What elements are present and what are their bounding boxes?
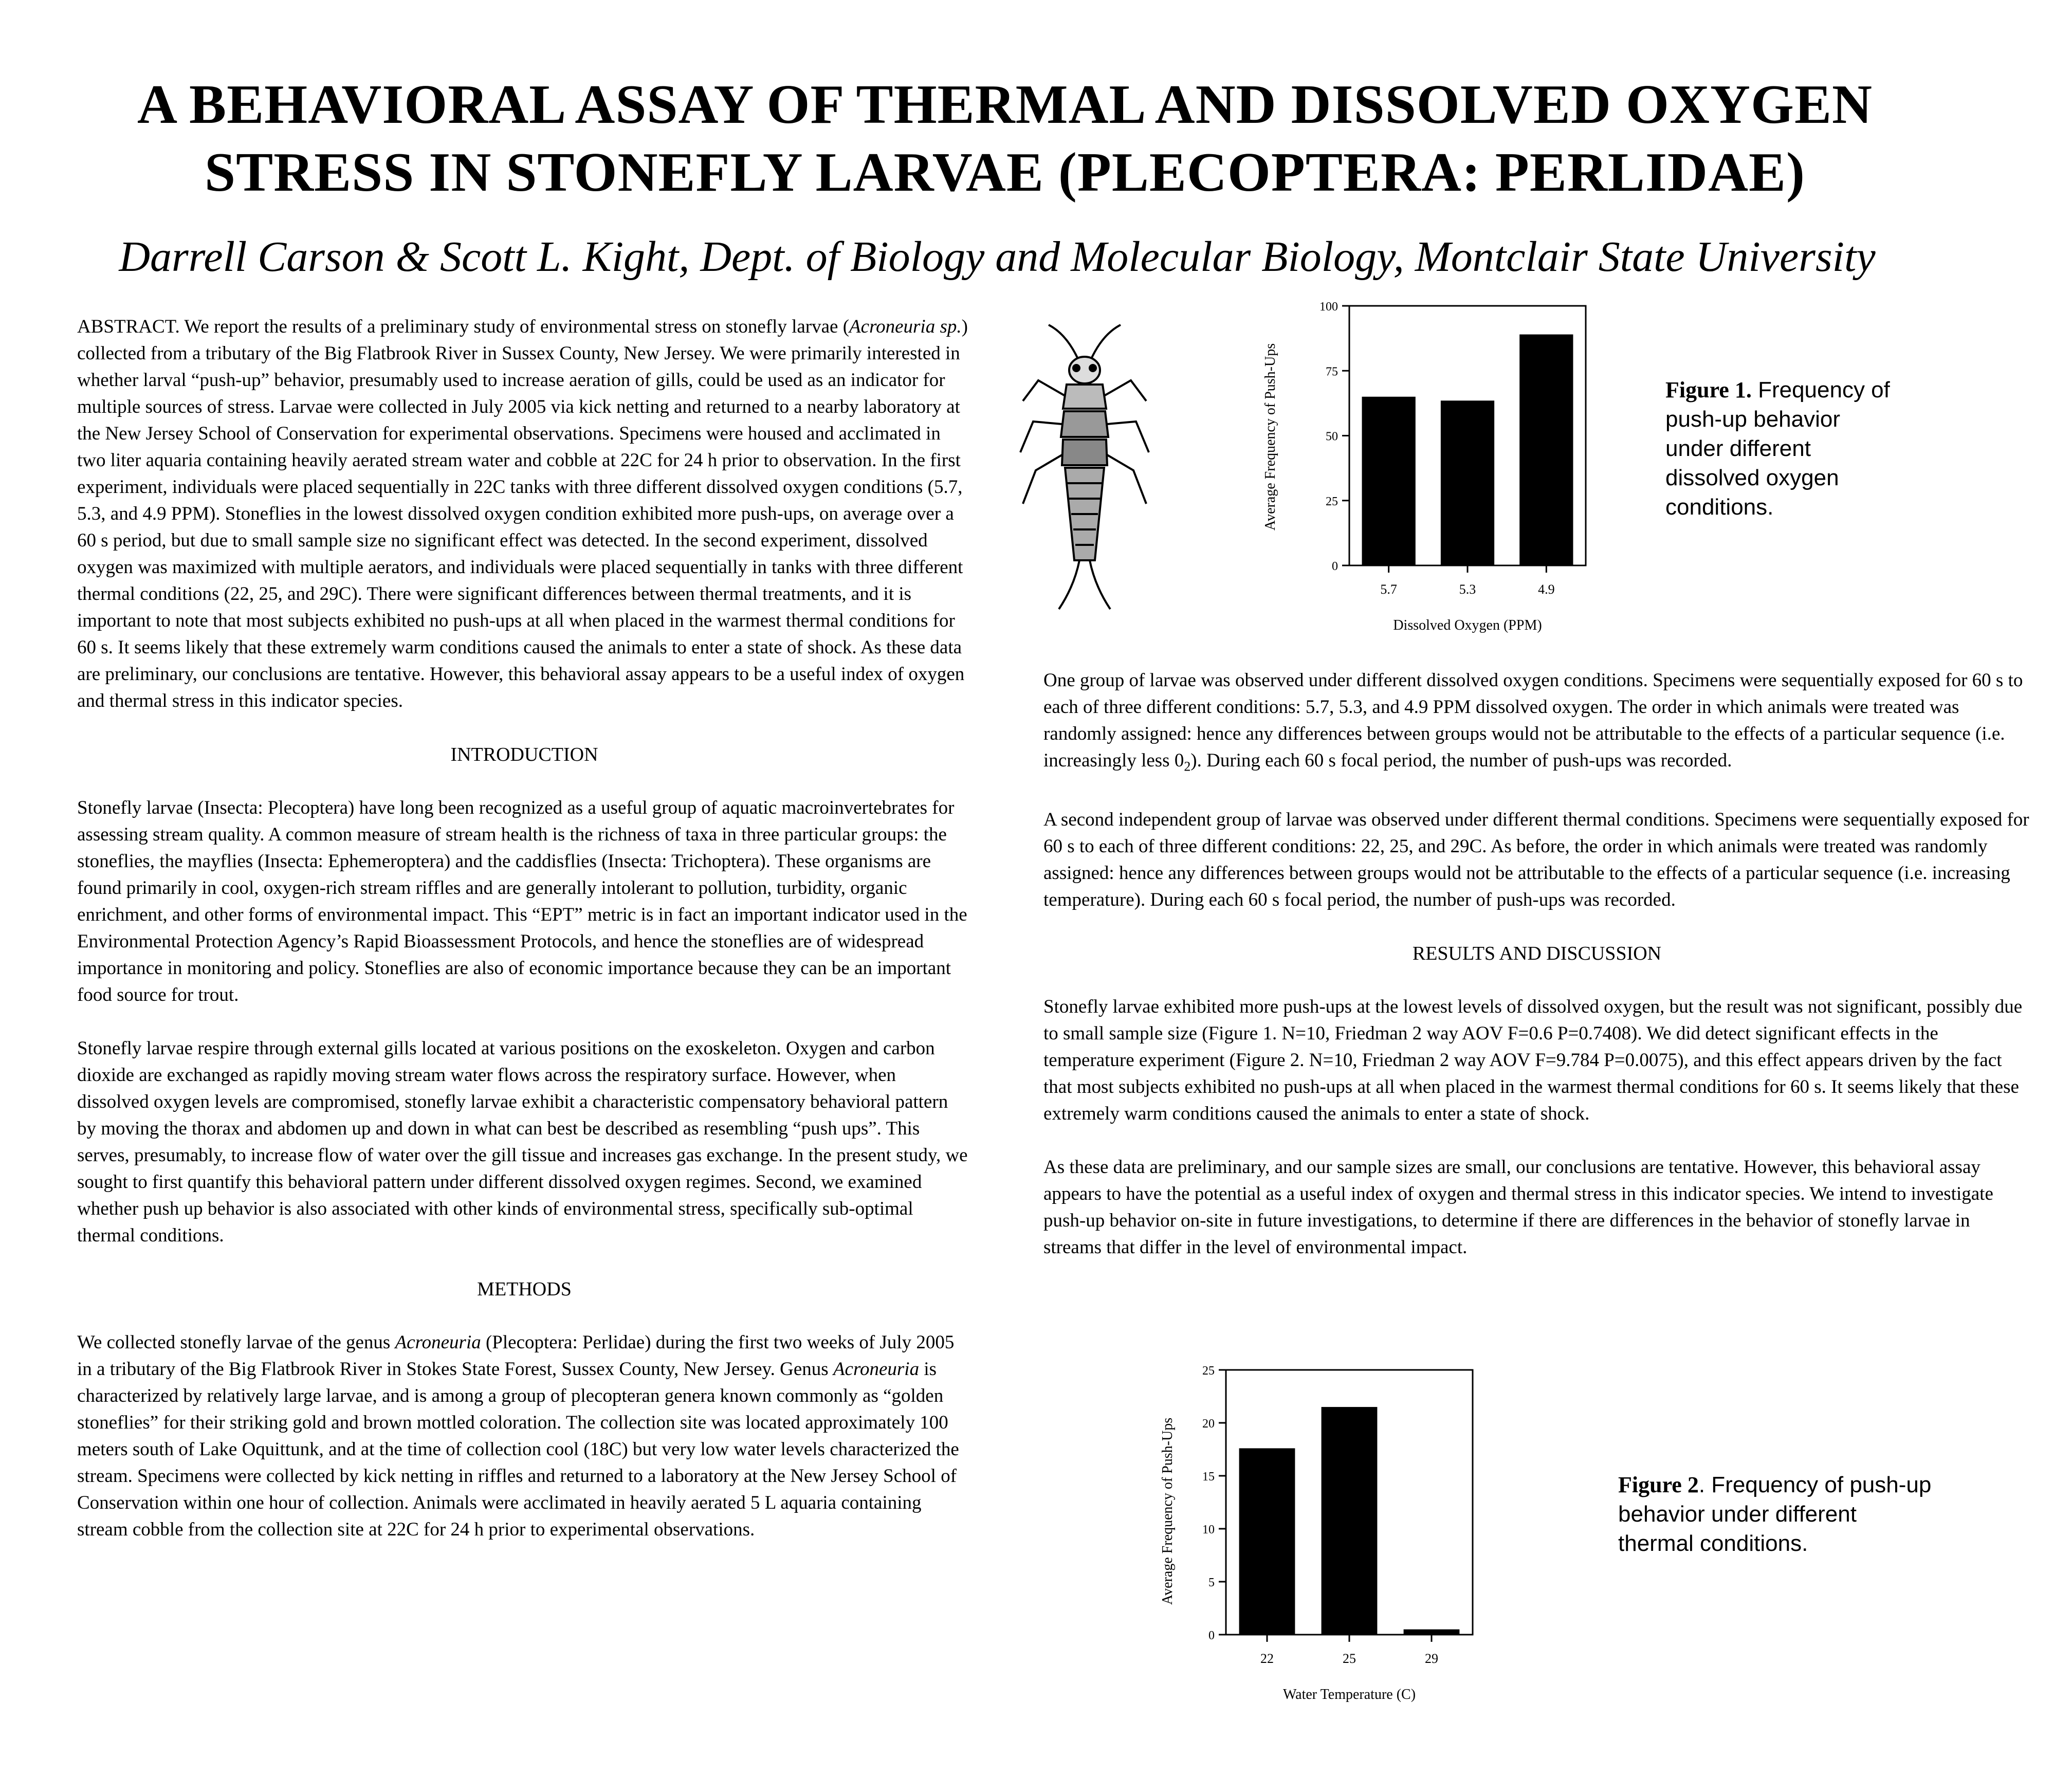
- results-paragraph-1: Stonefly larvae exhibited more push-ups at the lowest levels of dissolved oxygen, but the result was not significant, possibly due to small sample size (Figure 1. N=10, Friedman 2 way AOV F=0.6 P=0.7408). We did detect significant effects in the temperature experiment (Figure 2. N=10, Friedman 2 way AOV F=9.784 P=0.0075), and this effect appears driven by the fact that most subjects exhibited no push-ups at all when placed in the warmest thermal conditions for 60 s. It seems likely that these extremely warm conditions caused the animals to enter a state of shock.: [1043, 996, 2023, 1125]
- methods-text-e: ). During each 60 s focal period, the number of push-ups was recorded.: [1190, 750, 1732, 771]
- methods-paragraph-1: [77, 1329, 971, 1543]
- bar: [1404, 1629, 1460, 1635]
- left-column: [77, 314, 971, 1570]
- abstract-rest: ) collected from a tributary of the Big Flatbrook River in Sussex County, New Jersey. We were primarily interested in whether larval “push-up” behavior, presumably used to increase aeration of gills, could be used as an indicator for multiple sources of stress. Larvae were collected in July 2005 via kick netting and returned to a nearby laboratory at the New Jersey School of Conservation for experimental observations. Specimens were housed and acclimated in two liter aquaria containing heavily aerated stream water and cobble at 22C for 24 h prior to observation. In the first experiment, individuals were placed sequentially in 22C tanks with three different dissolved oxygen conditions (5.7, 5.3, and 4.9 PPM). Stoneflies in the lowest dissolved oxygen condition exhibited more push-ups, on average over a 60 s period, but due to small sample size no significant effect was detected. In the second experiment, dissolved oxygen was maximized with multiple aerators, and individuals were placed sequentially in tanks with three different thermal conditions (22, 25, and 29C). There were significant differences between thermal treatments, and it is important to note that most subjects exhibited no push-ups at all when placed in the warmest thermal conditions for 60 s. It seems likely that these extremely warm conditions caused the animals to enter a state of shock. As these data are preliminary, our conclusions are tentative. However, this behavioral assay appears to be a useful index of oxygen and thermal stress in this indicator species.: [77, 316, 968, 711]
- figure-2-caption: [1618, 1470, 1932, 1558]
- y-tick-label: 10: [1202, 1523, 1215, 1536]
- title-line-1: A BEHAVIORAL ASSAY OF THERMAL AND DISSOLVED OXYGEN: [137, 74, 1873, 135]
- bar: [1441, 400, 1494, 565]
- introduction-paragraph-2: Stonefly larvae respire through external gills located at various positions on the exoskeleton. Oxygen and carbon dioxide are exchanged as rapidly moving stream water flows across the respiratory surface. However, when dissolved oxygen levels are compromised, stonefly larvae exhibit a characteristic compensatory behavioral pattern by moving the thorax and abdomen up and down in what can best be described as resembling “push ups”. This serves, presumably, to increase flow of water over the gill tissue and increases gas exchange. In the present study, we sought to first quantify this behavioral pattern under different dissolved oxygen regimes. Second, we examined whether push up behavior is also associated with other kinds of environmental stress, specifically sub-optimal thermal conditions.: [77, 1038, 968, 1246]
- figure-1-label: Figure 1.: [1665, 377, 1752, 402]
- methods-paragraph-2: [1043, 667, 2030, 780]
- title-line-2: STRESS IN STONEFLY LARVAE (PLECOPTERA: PERLIDAE): [205, 142, 1805, 203]
- right-column: [1043, 667, 2030, 1288]
- figure-1-caption: [1665, 375, 1902, 522]
- y-axis-label: Average Frequency of Push-Ups: [1262, 343, 1278, 531]
- subscript: 2: [1184, 759, 1191, 774]
- y-tick-label: 5: [1208, 1576, 1215, 1589]
- results-paragraph-2: As these data are preliminary, and our sample sizes are small, our conclusions are tentative. However, this behavioral assay appears to have the potential as a useful index of oxygen and thermal stress in this indicator species. We intend to investigate push-up behavior on-site in future investigations, to determine if there are differences in the behavior of stonefly larvae in streams that differ in the level of environmental impact.: [1043, 1157, 1993, 1258]
- bar: [1239, 1448, 1295, 1635]
- figure-2-caption-text: . Frequency of push-up behavior under different thermal conditions.: [1618, 1472, 1932, 1556]
- stonefly-larva-illustration: [1018, 324, 1151, 612]
- y-tick-label: 0: [1332, 560, 1338, 573]
- bar: [1322, 1407, 1378, 1635]
- abstract-species: Acroneuria sp.: [849, 316, 962, 337]
- author-line: Darrell Carson & Scott L. Kight, Dept. of Biology and Molecular Biology, Montclair State University: [119, 233, 1876, 281]
- y-axis-label: Average Frequency of Push-Ups: [1160, 1417, 1176, 1605]
- x-tick-label: 29: [1425, 1651, 1438, 1666]
- x-tick-label: 22: [1260, 1651, 1274, 1666]
- methods-text-a: We collected stonefly larvae of the genus: [77, 1332, 395, 1353]
- y-tick-label: 50: [1326, 430, 1338, 444]
- bar: [1362, 397, 1416, 565]
- figure-2-label: Figure 2: [1618, 1472, 1699, 1497]
- results-heading: RESULTS AND DISCUSSION: [1412, 943, 1662, 965]
- y-tick-label: 0: [1208, 1629, 1215, 1642]
- bar: [1519, 335, 1573, 565]
- x-tick-label: 5.3: [1459, 582, 1476, 597]
- figure-1-bar-chart: [1254, 293, 1624, 643]
- x-tick-label: 4.9: [1538, 582, 1555, 597]
- x-tick-label: 5.7: [1380, 582, 1397, 597]
- y-tick-label: 100: [1319, 300, 1338, 314]
- methods-text-d: One group of larvae was observed under different dissolved oxygen conditions. Specimens were sequentially exposed for 60 s to each of three different conditions: 5.7, 5.3, and 4.9 PPM dissolved oxygen. The order in which animals were treated was randomly assigned: hence any differences between groups would not be attributable to the effects of a particular sequence (i.e. increasingly less 0: [1043, 670, 2023, 771]
- y-tick-label: 25: [1202, 1364, 1215, 1378]
- introduction-paragraph-1: Stonefly larvae (Insecta: Plecoptera) have long been recognized as a useful group of aquatic macroinvertebrates for assessing stream quality. A common measure of stream health is the richness of taxa in three particular groups: the stoneflies, the mayflies (Insecta: Ephemeroptera) and the caddisflies (Insecta: Trichoptera). These organisms are found primarily in cool, oxygen-rich stream riffles and are generally intolerant to pollution, turbidity, organic enrichment, and other forms of environmental impact. This “EPT” metric is in fact an important indicator used in the Environmental Protection Agency’s Rapid Bioassessment Protocols, and hence the stoneflies are of widespread importance in monitoring and policy. Stoneflies are also of economic importance because they can be an important food source for trout.: [77, 797, 967, 1005]
- x-axis-label: Water Temperature (C): [1282, 1687, 1416, 1702]
- y-tick-label: 20: [1202, 1417, 1215, 1431]
- x-axis-label: Dissolved Oxygen (PPM): [1393, 617, 1542, 633]
- y-tick-label: 15: [1202, 1470, 1215, 1484]
- abstract-lead: ABSTRACT. We report the results of a preliminary study of environmental stress on stonefly larvae (: [77, 316, 850, 337]
- methods-text-c: is characterized by relatively large larvae, and is among a group of plecopteran genera known commonly as “golden stoneflies” for their striking gold and brown mottled coloration. The collection site was located approximately 100 meters south of Lake Oquittunk, and at the time of collection cool (18C) but very low water levels characterized the stream. Specimens were collected by kick netting in riffles and returned to a laboratory at the New Jersey School of Conservation within one hour of collection. Animals were acclimated in heavily aerated 5 L aquaria containing stream cobble from the collection site at 22C for 24 h prior to experimental observations.: [77, 1359, 959, 1540]
- methods-text-b: (Plecoptera: Perlidae) during the first two weeks of July 2005 in a tributary of the Big Flatbrook River in Stokes State Forest, Sussex County, New Jersey. Genus: [77, 1332, 955, 1380]
- x-tick-label: 25: [1343, 1651, 1356, 1666]
- y-tick-label: 25: [1326, 495, 1338, 508]
- y-tick-label: 75: [1326, 365, 1338, 379]
- figure-2-bar-chart: [1151, 1357, 1521, 1707]
- introduction-heading: INTRODUCTION: [450, 744, 598, 765]
- genus-name: Acroneuria: [833, 1359, 920, 1380]
- abstract-paragraph: [77, 314, 971, 715]
- methods-heading: METHODS: [477, 1278, 572, 1300]
- figure-1-caption-text: Frequency of push-up behavior under different dissolved oxygen conditions.: [1665, 377, 1890, 520]
- methods-paragraph-3: A second independent group of larvae was observed under different thermal conditions. Specimens were sequentially exposed for 60 s to each of three different conditions: 22, 25, and 29C. As before, the order in which animals were treated was randomly assigned: hence any differences between groups would not be attributable to the effects of a particular sequence (i.e. increasing temperature). During each 60 s focal period, the number of push-ups was recorded.: [1043, 809, 2029, 911]
- genus-name: Acroneuria: [395, 1332, 481, 1353]
- poster-title: [0, 71, 2010, 207]
